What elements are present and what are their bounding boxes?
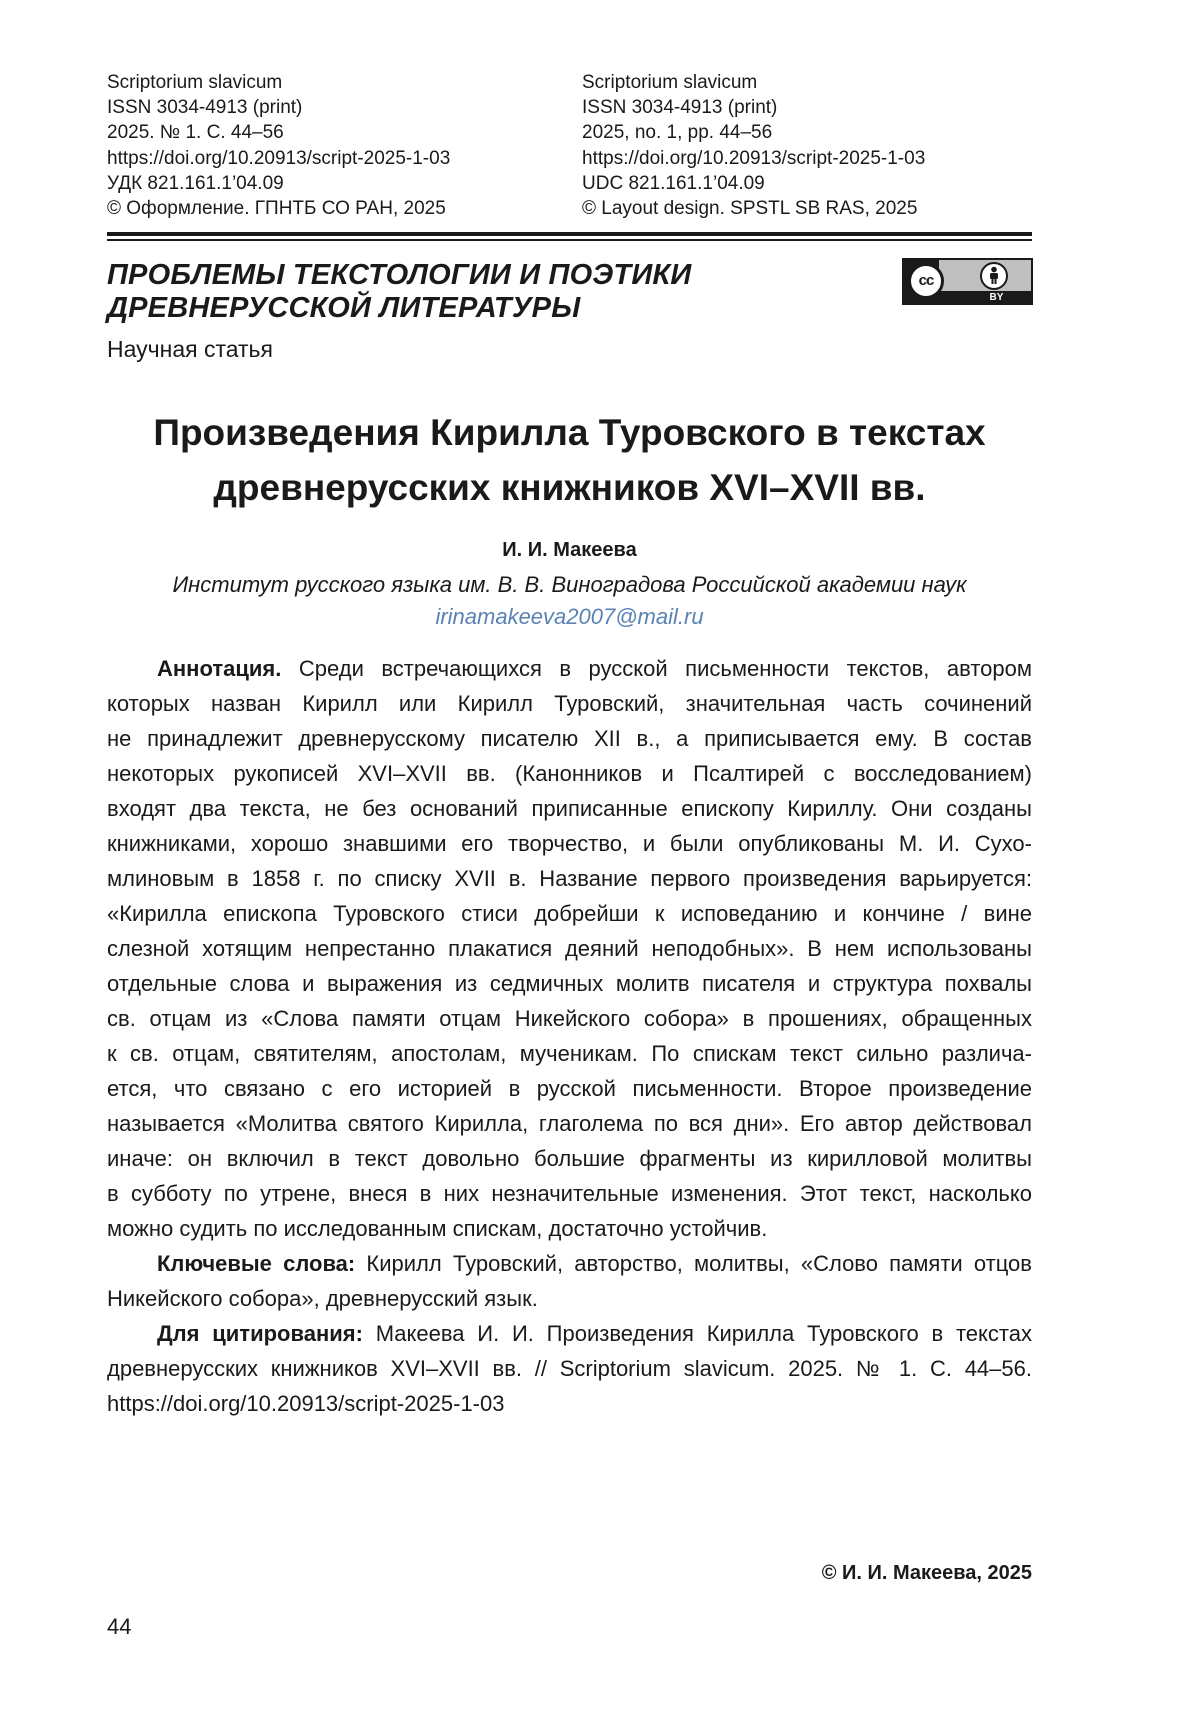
keywords-line: Никейского собора», древнерусский язык. bbox=[107, 1286, 538, 1311]
abstract-line: «Кирилла епископа Туровского стиси добрейши к исповеданию и кончине / вине bbox=[107, 901, 1032, 926]
article-title: Произведения Кирилла Туровского в текстах древнерусских книжников XVI–XVII вв. bbox=[153, 412, 986, 508]
citation-line: Для цитирования: Макеева И. И. Произведения Кирилла Туровского в текстах bbox=[157, 1321, 1032, 1346]
keywords-label: Ключевые слова: bbox=[157, 1251, 356, 1276]
udc: УДК 821.161.1’04.09 bbox=[107, 172, 284, 194]
abstract-block bbox=[107, 651, 1032, 1421]
doi-link[interactable]: https://doi.org/10.20913/script-2025-1-03 bbox=[582, 147, 926, 169]
abstract-label: Аннотация. bbox=[157, 656, 282, 681]
issue-pages: 2025. № 1. С. 44–56 bbox=[107, 122, 284, 144]
cc-icon: cc bbox=[908, 263, 944, 299]
article-type: Научная статья bbox=[107, 336, 273, 362]
layout-copyright: © Оформление. ГПНТБ СО РАН, 2025 bbox=[107, 198, 446, 220]
citation-doi-link[interactable]: https://doi.org/10.20913/script-2025-1-03 bbox=[107, 1391, 505, 1416]
doi-link[interactable]: https://doi.org/10.20913/script-2025-1-03 bbox=[107, 147, 451, 169]
header-rule-thick bbox=[107, 232, 1032, 236]
abstract-line: можно судить по исследованным спискам, достаточно устойчив. bbox=[107, 1216, 768, 1241]
header-meta-en bbox=[582, 70, 925, 221]
header-meta-ru bbox=[107, 70, 450, 221]
journal-name: Scriptorium slavicum bbox=[107, 72, 283, 93]
abstract-line: называется «Молитва святого Кирилла, глаголема по вся дни». Его автор действовал bbox=[107, 1111, 1032, 1136]
keywords-line: Ключевые слова: Кирилл Туровский, авторство, молитвы, «Слово памяти отцов bbox=[157, 1251, 1032, 1276]
citation-line: древнерусских книжников XVI–XVII вв. // Scriptorium slavicum. 2025. № 1. С. 44–56. bbox=[107, 1356, 1032, 1381]
abstract-line: книжниками, хорошо знавшими его творчество, и были опубликованы М. И. Сухо- bbox=[107, 831, 1032, 856]
author-name: И. И. Макеева bbox=[502, 539, 637, 561]
issue-pages: 2025, no. 1, pp. 44–56 bbox=[582, 122, 773, 144]
abstract-line: к св. отцам, святителям, апостолам, мученикам. По спискам текст сильно различа- bbox=[107, 1041, 1032, 1066]
issn: ISSN 3034-4913 (print) bbox=[582, 97, 778, 119]
abstract-line: св. отцам из «Слова памяти отцам Никейского собора» в прошениях, обращенных bbox=[107, 1006, 1032, 1031]
issn: ISSN 3034-4913 (print) bbox=[107, 97, 303, 119]
abstract-line: слезной хотящим непрестанно плакатися деяний неподобных». В нем использованы bbox=[107, 936, 1032, 961]
abstract-line: не принадлежит древнерусскому писателю XII в., а приписывается ему. В состав bbox=[107, 726, 1032, 751]
author-email-link[interactable]: irinamakeeva2007@mail.ru bbox=[435, 604, 704, 629]
author-affiliation: Институт русского языка им. В. В. Виноградова Российской академии наук bbox=[172, 572, 967, 597]
abstract-line: млиновым в 1858 г. по списку XVII в. Название первого произведения варьируется: bbox=[107, 866, 1032, 891]
citation-label: Для цитирования: bbox=[157, 1321, 363, 1346]
abstract-line: которых назван Кирилл или Кирилл Туровский, значительная часть сочинений bbox=[107, 691, 1032, 716]
udc: UDC 821.161.1’04.09 bbox=[582, 172, 765, 194]
abstract-line: входят два текста, не без оснований приписанные епископу Кириллу. Они созданы bbox=[107, 796, 1032, 821]
abstract-line: иначе: он включил в текст довольно большие фрагменты из кирилловой молитвы bbox=[107, 1146, 1032, 1171]
abstract-line: ется, что связано с его историей в русской письменности. Второе произведение bbox=[107, 1076, 1032, 1101]
layout-copyright: © Layout design. SPSTL SB RAS, 2025 bbox=[582, 198, 918, 220]
section-title: ПРОБЛЕМЫ ТЕКСТОЛОГИИ И ПОЭТИКИ ДРЕВНЕРУССКОЙ ЛИТЕРАТУРЫ bbox=[107, 259, 692, 324]
journal-page bbox=[107, 0, 1032, 1729]
by-label: BY bbox=[989, 292, 1004, 303]
abstract-line: некоторых рукописей XVI–XVII вв. (Канонников и Псалтирей с восследованием) bbox=[107, 761, 1032, 786]
page-number: 44 bbox=[107, 1614, 132, 1639]
abstract-line: в субботу по утрене, внеся в них незначительные изменения. Этот текст, насколько bbox=[107, 1181, 1032, 1206]
abstract-line: отдельные слова и выражения из седмичных молитв писателя и структура похвалы bbox=[107, 971, 1032, 996]
cc-by-license-badge[interactable] bbox=[902, 258, 1033, 305]
abstract-line: Аннотация. Среди встречающихся в русской письменности текстов, автором bbox=[157, 656, 1032, 681]
journal-name: Scriptorium slavicum bbox=[582, 72, 758, 93]
author-copyright: © И. И. Макеева, 2025 bbox=[821, 1562, 1032, 1584]
attribution-icon bbox=[980, 262, 1008, 290]
header-rule-thin bbox=[107, 239, 1032, 241]
